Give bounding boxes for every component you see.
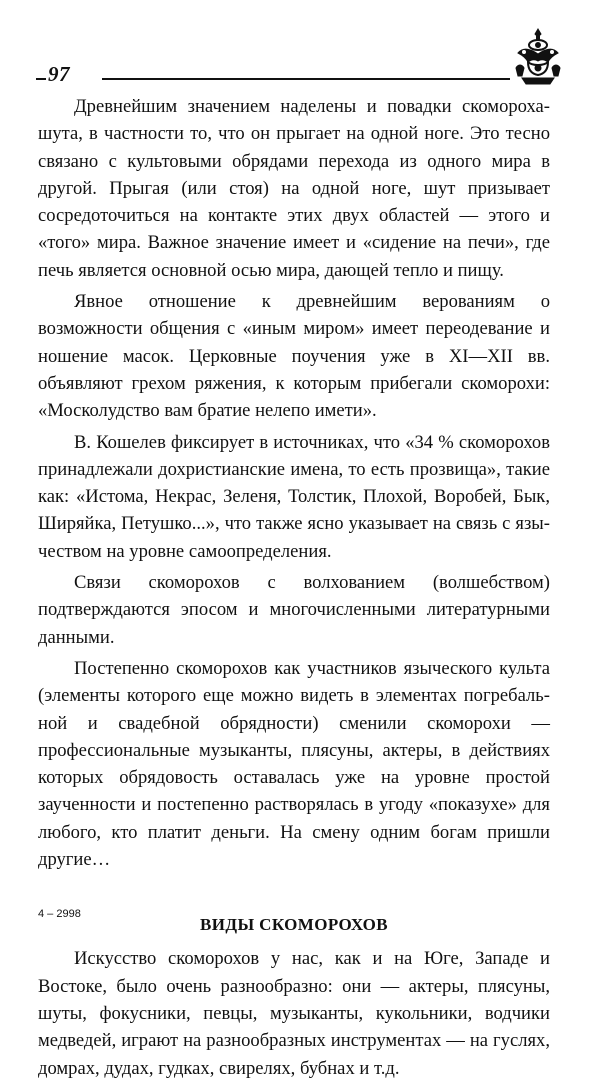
header-rule-left — [36, 78, 46, 80]
page-number: 97 — [48, 62, 70, 86]
section-title: ВИДЫ СКОМОРОХОВ — [199, 915, 389, 935]
text-body — [38, 93, 550, 1086]
paragraph: В. Кошелев фиксирует в источниках, что «34 % скоморохов принадлежали дохристианские имена, то есть прозвища», такие как: «Истома, Некрас, Зеленя, Толстик, Плохой, Воробей, Бык, Ширяйка, Петушко...», что также ясно указывает на связь с язычеством на уровне самоопределения. — [38, 431, 550, 562]
paragraph: Древнейшим значением наделены и повадки скомороха-шута, в частности то, что он прыгает на одной ноге. Это тесно связано с культовыми обрядами перехода из одного мира в другой. Прыгая (или стоя) на одной ноге, шут призывает сосредоточиться на контакте этих двух областей — этого и «того» мира. Важное значение имеет и «сидение на печи», где печь является основной осью мира, дающей тепло и пищу. — [38, 96, 550, 281]
paragraph: Связи скоморохов с волхованием (волшебством) подтверждаются эпосом и многочисленными литературными данными. — [38, 572, 550, 648]
paragraph: Постепенно скоморохов как участников языческого культа (элементы которого еще можно видеть в элементах погребальной и свадебной обрядности) сменили скоморохи — профессиональные музыканты, плясуны, актеры, в действиях которых обрядовость оставалась уже на уровне простой заученности и постепенно растворялась в угоду «показухе» для любого, кто платит деньги. На смену одним богам пришли другие… — [38, 657, 550, 871]
ornament-icon — [510, 28, 566, 86]
page-header — [36, 28, 566, 88]
printer-signature: 4 – 2998 — [38, 908, 81, 920]
paragraph: Явное отношение к древнейшим верованиям о возможности общения с «иным миром» имеет переодевание и ношение масок. Церковные поучения уже в XI—XII вв. объявляют грехом ряжения, к которым прибегали скоморохи: «Москолудство вам братие нелепо имети». — [38, 291, 550, 422]
paragraph: Искусство скоморохов у нас, как и на Юге, Западе и Востоке, было очень разнообразно: они — актеры, плясуны, шуты, фокусники, певцы, музыканты, кукольники, водчики медведей, играют на разнообразных инструментах — на гуслях, домрах, дудах, гудках, свирелях, бубнах и т.д. — [38, 948, 550, 1079]
header-rule — [102, 78, 510, 80]
